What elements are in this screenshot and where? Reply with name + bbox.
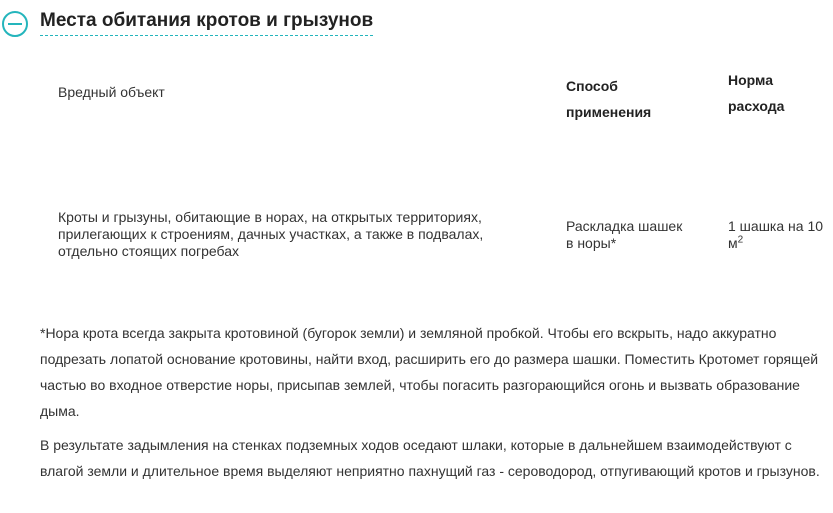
row-rate: [728, 218, 828, 252]
minus-circle-icon[interactable]: [2, 11, 28, 37]
row-rate-value: 1 шашка на 10 м: [728, 218, 824, 251]
header-object: Вредный объект: [58, 84, 165, 100]
row-rate-unit-superscript: 2: [737, 234, 744, 246]
footnote-paragraph: *Нора крота всегда закрыта кротовиной (бугорок земли) и земляной пробкой. Чтобы его вскрыть, надо аккуратно подрезать лопатой основание кротовины, найти вход, расширить его до размера шашки. Поместить Кротомет горящей частью во входное отверстие норы, присыпав землей, чтобы погасить разгорающийся огонь и вызвать образование дыма.: [40, 325, 819, 419]
section-title[interactable]: Места обитания кротов и грызунов: [40, 10, 373, 36]
row-object: Кроты и грызуны, обитающие в норах, на открытых территориях, прилегающих к строениям, дачных участках, а также в подвалах, отдельно стоящих погребах: [58, 209, 484, 259]
info-paragraph: В результате задымления на стенках подземных ходов оседают шлаки, которые в дальнейшем взаимодействуют с влагой земли и длительное время выделяют неприятно пахнущий газ - сероводород, отпугивающий кротов и грызунов.: [40, 437, 820, 479]
header-rate: Норма расхода: [728, 72, 785, 114]
row-method: Раскладка шашек в норы*: [566, 218, 683, 251]
header-method: Способ применения: [566, 78, 652, 120]
